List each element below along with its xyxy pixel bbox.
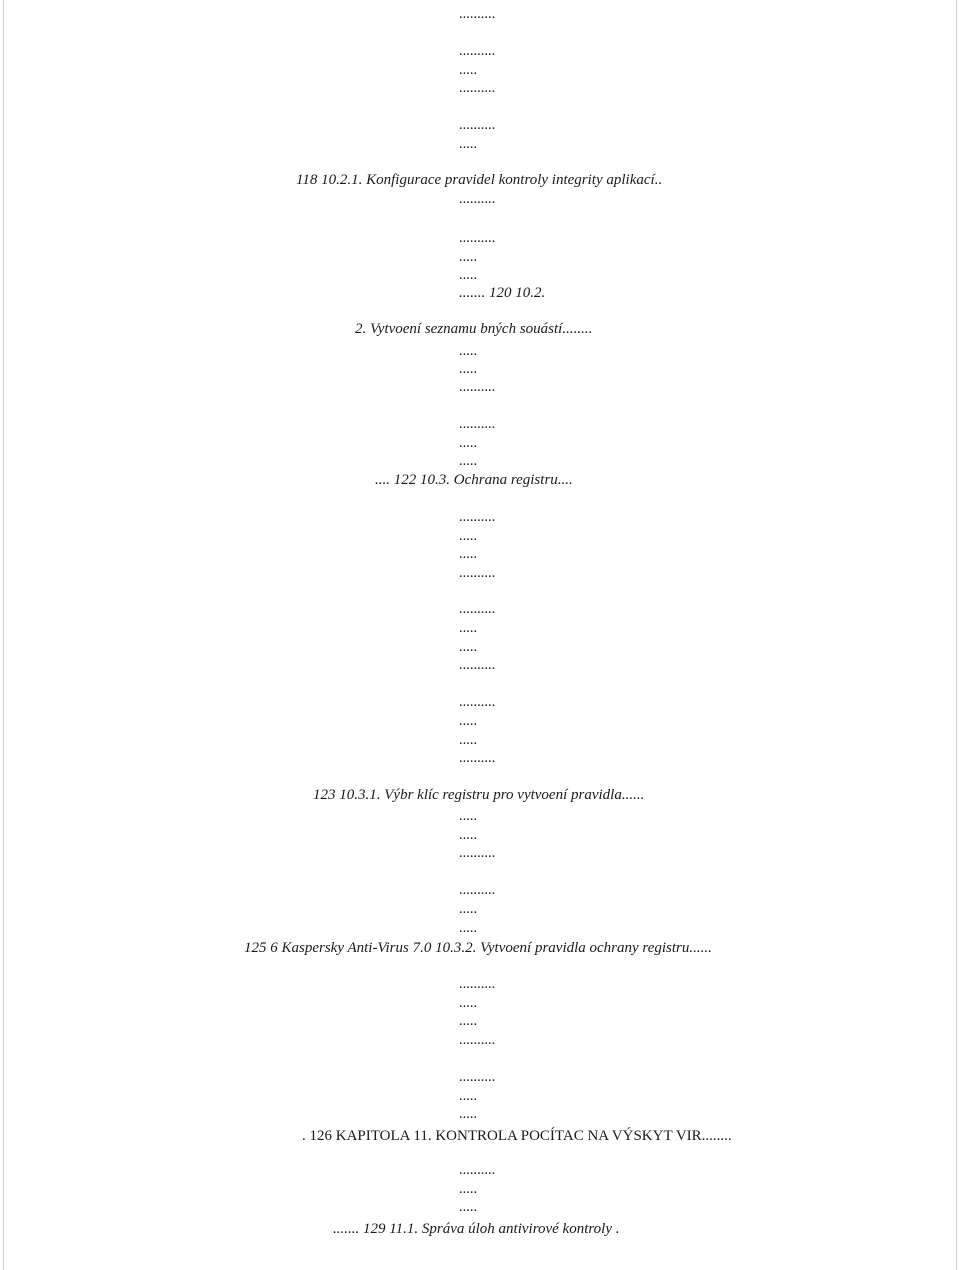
leader-dots: ..........: [459, 1032, 496, 1048]
leader-dots: .....: [459, 639, 478, 655]
leader-dots: ..........: [459, 43, 496, 59]
leader-dots: .....: [459, 995, 478, 1011]
page-border-left: [3, 0, 4, 1270]
toc-entry-page-120: ....... 120 10.2.: [459, 285, 546, 301]
leader-dots: .....: [459, 136, 478, 152]
leader-dots: ..........: [459, 750, 496, 766]
leader-dots: .....: [459, 435, 478, 451]
leader-dots: ..........: [459, 601, 496, 617]
leader-dots: ..........: [459, 379, 496, 395]
leader-dots: .....: [459, 62, 478, 78]
leader-dots: .....: [459, 827, 478, 843]
leader-dots: .....: [459, 267, 478, 283]
toc-entry-10-3: .... 122 10.3. Ochrana registru....: [375, 472, 573, 488]
leader-dots: ..........: [459, 416, 496, 432]
leader-dots: .....: [459, 1088, 478, 1104]
leader-dots: .....: [459, 620, 478, 636]
leader-dots: ..........: [459, 976, 496, 992]
leader-dots: .....: [459, 1181, 478, 1197]
leader-dots: .....: [459, 249, 478, 265]
toc-entry-11-1: ....... 129 11.1. Správa úloh antivirové kontroly .: [333, 1221, 620, 1237]
leader-dots: .....: [459, 1013, 478, 1029]
leader-dots: .....: [459, 528, 478, 544]
leader-dots: ..........: [459, 694, 496, 710]
leader-dots: .....: [459, 453, 478, 469]
leader-dots: ..........: [459, 117, 496, 133]
leader-dots: ..........: [459, 509, 496, 525]
toc-entry-10-2-2: 2. Vytvoení seznamu bných souástí........: [355, 321, 593, 337]
page-border-right: [956, 0, 957, 1270]
leader-dots: ..........: [459, 1162, 496, 1178]
leader-dots: ..........: [459, 1069, 496, 1085]
leader-dots: ..........: [459, 80, 496, 96]
toc-entry-10-3-1: 123 10.3.1. Výbr klíc registru pro vytvoení pravidla......: [313, 787, 645, 803]
leader-dots: .....: [459, 901, 478, 917]
leader-dots: .....: [459, 343, 478, 359]
leader-dots: ..........: [459, 845, 496, 861]
leader-dots: ..........: [459, 657, 496, 673]
leader-dots: .....: [459, 920, 478, 936]
leader-dots: ..........: [459, 882, 496, 898]
leader-dots: .....: [459, 713, 478, 729]
leader-dots: .....: [459, 1106, 478, 1122]
leader-dots: .....: [459, 808, 478, 824]
leader-dots: ..........: [459, 230, 496, 246]
leader-dots: .....: [459, 361, 478, 377]
toc-entry-chapter-11: . 126 KAPITOLA 11. KONTROLA POCÍTAC NA VÝSKYT VIR........: [302, 1128, 732, 1144]
toc-entry-10-3-2: 125 6 Kaspersky Anti-Virus 7.0 10.3.2. Vytvoení pravidla ochrany registru......: [244, 940, 712, 956]
toc-entry-10-2-1: 118 10.2.1. Konfigurace pravidel kontroly integrity aplikací..: [296, 172, 663, 188]
leader-dots: .....: [459, 546, 478, 562]
leader-dots: .....: [459, 732, 478, 748]
leader-dots: ..........: [459, 6, 496, 22]
leader-dots: ..........: [459, 191, 496, 207]
leader-dots: ..........: [459, 565, 496, 581]
leader-dots: .....: [459, 1199, 478, 1215]
